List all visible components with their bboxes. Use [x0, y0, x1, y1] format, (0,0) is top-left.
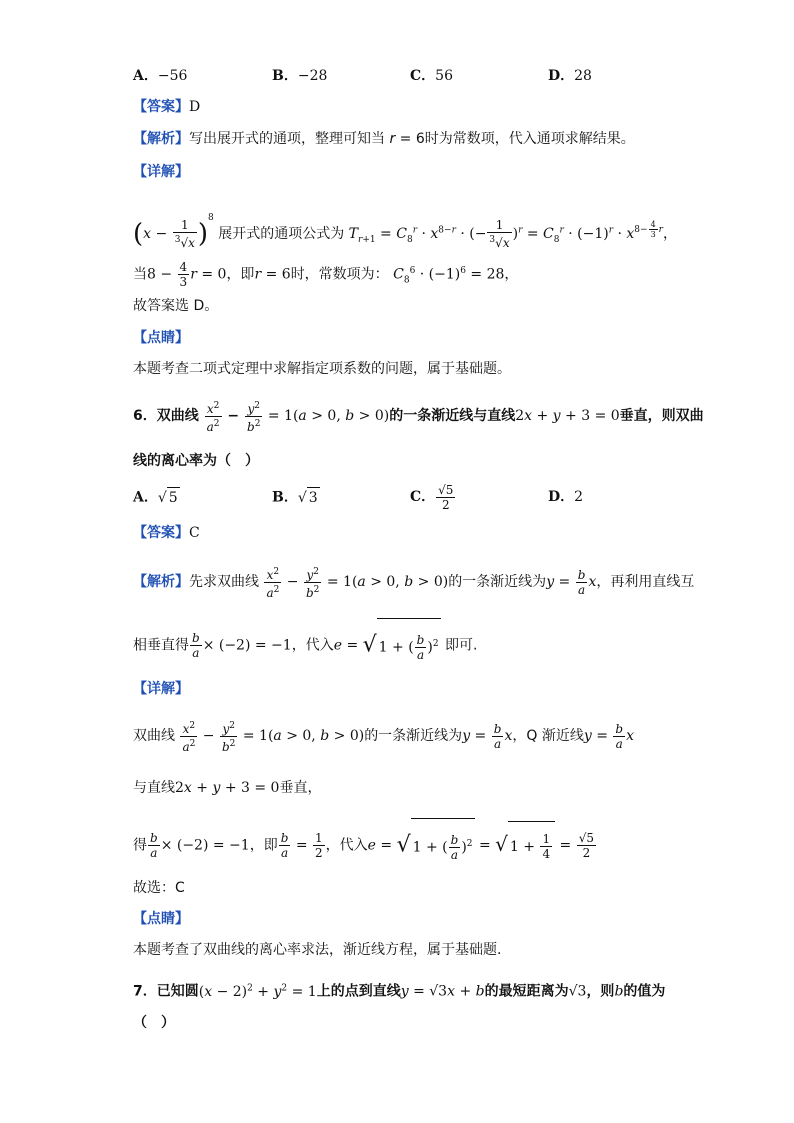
q6-answer: 【答案】C: [133, 525, 200, 541]
q5-analysis: 【解析】写出展开式的通项，整理可知当 r = 6时为常数项，代入通项求解结果。: [133, 131, 635, 147]
q5-conclusion: 故答案选 D。: [133, 298, 219, 314]
q6-conclusion: 故选：C: [133, 880, 185, 896]
q6-stem-line1: 6．双曲线 $\frac{x^2}{a^2}$ − $\frac{y^2}{b^2}$ = 1(a > 0, b > 0)的一条渐近线与直线2x + y + 3 = 0垂直，则双曲: [133, 400, 704, 434]
q7-stem-line2: （ ）: [133, 1015, 175, 1031]
q6-detail-line3: 得 $\frac{b}{a}$ × (−2) = −1，即 $\frac{b}{a}$ = $\frac{1}{2}$ ，代入e = √ 1 + ( $\frac{b}{a}$ )$^2$ = √ 1 + $\frac{1}{4}$ = $\frac{√5}{2}$: [133, 818, 597, 868]
q5-comment: 本题考查二项式定理中求解指定项系数的问题，属于基础题。: [133, 361, 511, 377]
q6-option-d: D．2: [548, 489, 584, 505]
q5-constant-term: 当8 − $\frac{4}{3}$ r = 0，即r = 6时，常数项为： $C_8^6 \cdot (-1)^6 = 28$，: [133, 260, 519, 290]
q5-option-b: B．−28: [272, 68, 328, 84]
q6-detail-line1: 双曲线 $\frac{x^2}{a^2}$ − $\frac{y^2}{b^2}$ = 1(a > 0, b > 0)的一条渐近线为y = $\frac{b}{a}$ x，Q 渐近线y = $\frac{b}{a}$ x: [133, 720, 634, 754]
q6-comment: 本题考查了双曲线的离心率求法，渐近线方程，属于基础题.: [133, 942, 502, 958]
q6-stem-line2: 线的离心率为（ ）: [133, 453, 259, 469]
q6-option-a: A．√ 5: [133, 487, 180, 508]
q7-stem-line1: 7．已知圆$(x - 2)^2 + y^2 = 1$上的点到直线y = √3x + b的最短距离为√3，则b的值为: [133, 983, 666, 1000]
q5-option-a: A．−56: [133, 68, 188, 84]
q5-answer: 【答案】D: [133, 99, 201, 115]
q6-comment-tag: 【点睛】: [133, 911, 189, 927]
q6-option-c: C． $\frac{√5}{2}$: [410, 482, 454, 512]
q5-detail-tag: 【详解】: [133, 164, 189, 180]
q5-comment-tag: 【点睛】: [133, 330, 189, 346]
q5-general-term: (x − $\frac{1}{^3√x}$ )$^8$ 展开式的通项公式为 $T_{r+1} = C_8^r \cdot x^{8-r}$ · (− $\frac{1}{^3√x}$ )$^r = C_8^r \cdot (-1)^r \cdot x^{8- \frac{4}{3} r}$，: [133, 213, 677, 250]
q6-analysis-line1: 【解析】先求双曲线 $\frac{x^2}{a^2}$ − $\frac{y^2}{b^2}$ = 1(a > 0, b > 0)的一条渐近线为y = $\frac{b}{a}$ x，再利用直线互: [133, 566, 695, 600]
q5-option-d: D．28: [548, 68, 592, 84]
q6-option-b: B．√ 3: [272, 487, 320, 508]
q6-detail-line2: 与直线2x + y + 3 = 0垂直，: [133, 780, 322, 796]
q6-analysis-line2: 相垂直得 $\frac{b}{a}$ × (−2) = −1，代入e = √ 1 + ( $\frac{b}{a}$ )$^2$ 即可.: [133, 618, 477, 668]
q6-detail-tag: 【详解】: [133, 681, 189, 697]
q5-option-c: C．56: [410, 68, 453, 84]
